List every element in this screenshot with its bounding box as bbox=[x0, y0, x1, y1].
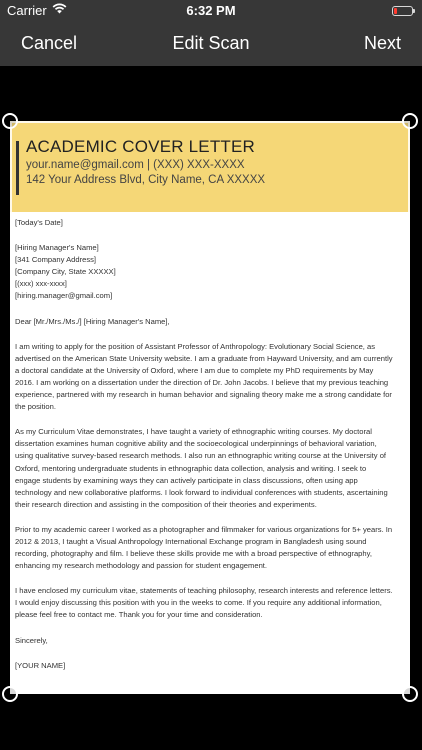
header-accent-bar bbox=[16, 141, 19, 195]
crop-handle-top-right[interactable] bbox=[402, 113, 418, 129]
letter-paragraph: Prior to my academic career I worked as a photographer and filmmaker for various organizations for 5+ years. In 2012 & 2013, I taught a Visual Anthropology International Exchange program in Bangladesh using sound recording, photography and film. I believe these skills provide me with a broad perspective of ethnography, enhancing my research methodology and passion for student engagement. bbox=[15, 524, 393, 571]
letter-paragraph: I have enclosed my curriculum vitae, statements of teaching philosophy, research interests and reference letters. I would enjoy discussing this position with you in the weeks to come. If you require any additional information, please feel free to contact me. Thank you for your time and consideration. bbox=[15, 586, 393, 620]
letter-date: [Today's Date] bbox=[15, 218, 63, 227]
crop-shade-top bbox=[0, 110, 422, 121]
crop-handle-bottom-left[interactable] bbox=[2, 686, 18, 702]
recipient-address bbox=[15, 242, 393, 302]
battery-icon bbox=[392, 6, 413, 16]
letter-paragraph: I am writing to apply for the position of Assistant Professor of Anthropology: Evolutionary Social Science, as advertised on the American State University website. I am a graduate from Hayward University, and am currently a doctoral candidate at the University of Oxford, where I am due to complete my PhD requirements by May 2016. I am working on a dissertation under the direction of Dr. John Jacobs. I believe that my previous teaching experience, partnered with my research in human behavior and signaling theory make me a strong candidate for the position. bbox=[15, 341, 393, 412]
address-line: [Company City, State XXXXX] bbox=[15, 267, 116, 277]
crop-handle-bottom-right[interactable] bbox=[402, 686, 418, 702]
navigation-bar bbox=[0, 22, 422, 66]
carrier-label: Carrier bbox=[7, 3, 47, 18]
letter-body bbox=[15, 217, 393, 685]
address-line: [hiring.manager@gmail.com] bbox=[15, 291, 113, 301]
next-button[interactable]: Next bbox=[363, 33, 401, 53]
status-bar bbox=[0, 0, 422, 22]
letter-closing: Sincerely, bbox=[15, 635, 48, 645]
page-title: Edit Scan bbox=[172, 33, 250, 53]
letter-contact bbox=[26, 158, 265, 188]
address-line: [Hiring Manager's Name] bbox=[15, 243, 99, 253]
letter-salutation: Dear [Mr./Mrs./Ms./] [Hiring Manager's Name], bbox=[15, 316, 170, 326]
cancel-button[interactable]: Cancel bbox=[21, 33, 78, 53]
address-line: [341 Company Address] bbox=[15, 255, 97, 265]
contact-line: 142 Your Address Blvd, City Name, CA XXXXX bbox=[26, 174, 266, 186]
letter-header bbox=[10, 121, 410, 212]
letter-signature: [YOUR NAME] bbox=[15, 660, 66, 670]
contact-line: your.name@gmail.com | (XXX) XXX-XXXX bbox=[26, 159, 245, 171]
address-line: [(xxx) xxx-xxxx] bbox=[15, 279, 67, 289]
letter-paragraph: As my Curriculum Vitae demonstrates, I have taught a variety of ethnographic writing courses. My doctoral dissertation examines human cognitive ability and the socioecological underpinnings of behavioral variation, using qualitative survey-based research methods. I also run an ethnographic writing course at the University of Oxford, mentoring undergraduate students in ethnographic data collection, analysis and writing. I seek to engage students by examining ways they can actively participate in class discussions, often using app technology and new collaborative platforms. I look forward to individual conferences with students, ascertaining their research direction and assisting in the composition of their theories and experiments. bbox=[15, 427, 388, 509]
crop-handle-top-left[interactable] bbox=[2, 113, 18, 129]
letter-title: ACADEMIC COVER LETTER bbox=[26, 137, 256, 156]
crop-shade-bottom bbox=[0, 694, 422, 706]
scanned-document bbox=[10, 121, 410, 694]
status-time: 6:32 PM bbox=[186, 3, 236, 18]
